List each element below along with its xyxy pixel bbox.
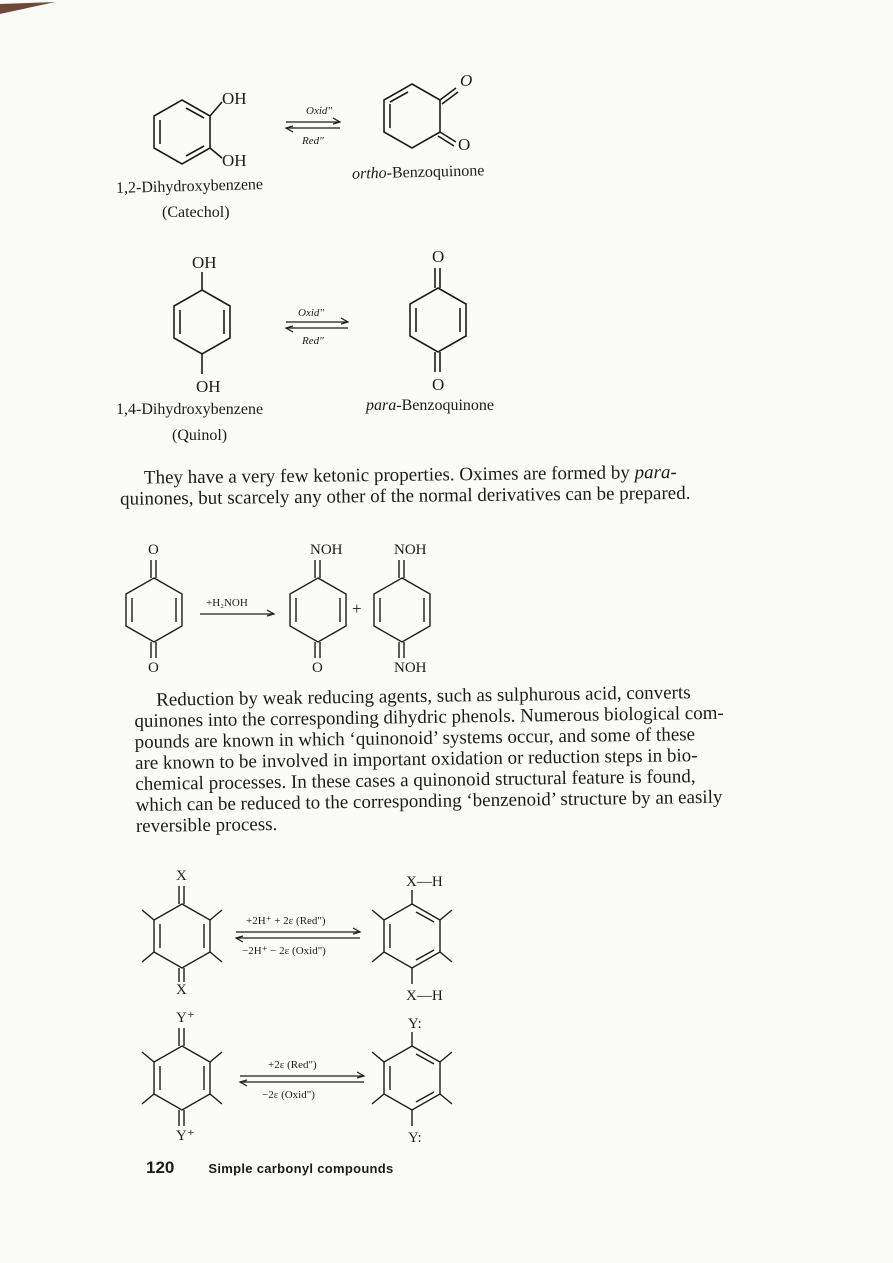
catechol-top-substituent: OH bbox=[222, 89, 247, 108]
oxidation-label: Oxid" bbox=[298, 307, 325, 319]
reduction-label: Red" bbox=[302, 135, 324, 147]
reduction-label: Red" bbox=[302, 335, 324, 347]
oxidation-conditions: −2ε (Oxid") bbox=[262, 1089, 315, 1101]
quinol-systematic-name: 1,4-Dihydroxybenzene bbox=[116, 401, 264, 418]
quinol-equilibrium-arrows bbox=[286, 307, 348, 347]
para-prefix: para bbox=[366, 397, 397, 414]
left-top-y: Y⁺ bbox=[176, 1010, 195, 1026]
italic-run: para- bbox=[634, 461, 677, 484]
ortho-benzoquinone-name bbox=[352, 162, 485, 183]
ortho-benzoquinone-ring bbox=[384, 84, 458, 148]
plus-sign: + bbox=[352, 599, 362, 618]
quinol-ring bbox=[174, 272, 230, 374]
arrow-head bbox=[236, 936, 243, 942]
quinol-trivial-name: (Quinol) bbox=[172, 427, 228, 444]
dioxime-ring bbox=[374, 560, 430, 658]
reduction-conditions: +2ε (Red") bbox=[268, 1059, 317, 1071]
monoxime-top-group: NOH bbox=[310, 542, 343, 558]
text-line: Reduction by weak reducing agents, such as sulphurous acid, converts bbox=[155, 682, 691, 711]
arrow-head bbox=[240, 1080, 247, 1086]
benzoquinone-suffix: -Benzoquinone bbox=[386, 162, 485, 182]
catechol-bottom-substituent: OH bbox=[222, 151, 247, 170]
right-top-y: Y: bbox=[408, 1016, 422, 1032]
quinonoid-ring bbox=[142, 886, 222, 982]
paragraph-reduction bbox=[134, 680, 856, 837]
quinone-top-oxygen: O bbox=[148, 542, 159, 558]
paragraph-ketonic-properties bbox=[120, 460, 840, 510]
dioxime-top-group: NOH bbox=[394, 542, 427, 558]
text-run: quinones, but scarcely any other of the normal derivatives can be prepared. bbox=[120, 482, 691, 510]
quinol-bottom-hydroxyl: OH bbox=[196, 377, 221, 396]
quinol-top-hydroxyl: OH bbox=[192, 253, 217, 272]
ortho-quinone-bottom-oxygen: O bbox=[458, 135, 471, 154]
dioxime-bottom-group: NOH bbox=[394, 660, 427, 676]
x-redox-diagram bbox=[136, 862, 476, 1002]
para-benzoquinone-ring bbox=[410, 268, 466, 372]
left-bottom-y: Y⁺ bbox=[176, 1128, 195, 1144]
benzenoid-ring bbox=[372, 1032, 452, 1126]
oxime-formation-diagram bbox=[120, 536, 460, 676]
monoxime-ring bbox=[290, 560, 346, 658]
page-edge-mark bbox=[0, 0, 60, 22]
para-quinone-top-oxygen: O bbox=[432, 247, 445, 266]
text-line: quinones into the corresponding dihydric phenols. Numerous biological com- bbox=[134, 702, 724, 732]
running-head: Simple carbonyl compounds bbox=[208, 1161, 394, 1176]
text-line: which can be reduced to the corresponding ‘benzenoid’ structure by an easily bbox=[135, 786, 723, 816]
left-bottom-x: X bbox=[176, 982, 187, 998]
para-quinone-bottom-oxygen: O bbox=[432, 375, 445, 394]
text-run: They have a very few ketonic properties. Oximes are formed by bbox=[143, 462, 635, 489]
oxidation-label: Oxid" bbox=[306, 105, 333, 117]
text-line: chemical processes. In these cases a quinonoid structural feature is found, bbox=[135, 766, 696, 795]
reduction-conditions: +2H⁺ + 2ε (Red") bbox=[246, 915, 326, 927]
catechol-equilibrium-arrows bbox=[286, 105, 340, 147]
left-top-x: X bbox=[176, 868, 187, 884]
text-line: are known to be involved in important oxidation or reduction steps in bio- bbox=[134, 745, 698, 774]
benzenoid-ring bbox=[372, 890, 452, 984]
benzoquinone-suffix: -Benzoquinone bbox=[396, 397, 494, 414]
arrow-head bbox=[353, 928, 360, 934]
hydroxylamine-reagent: +H₂NOH bbox=[206, 597, 248, 609]
catechol-systematic-name: 1,2-Dihydroxybenzene bbox=[115, 176, 264, 197]
y-redox-diagram bbox=[136, 1004, 476, 1152]
monoxime-bottom-oxygen: O bbox=[312, 660, 323, 676]
page-number: 120 bbox=[146, 1158, 175, 1177]
oxidation-conditions: −2H⁺ − 2ε (Oxid") bbox=[242, 945, 326, 957]
quinonoid-ring bbox=[142, 1028, 222, 1126]
quinol-reaction-diagram bbox=[140, 240, 520, 400]
text-line: pounds are known in which ‘quinonoid’ systems occur, and some of these bbox=[134, 724, 696, 753]
para-benzoquinone-name bbox=[366, 397, 494, 415]
right-bottom-y: Y: bbox=[408, 1130, 422, 1146]
page-footer bbox=[146, 1158, 394, 1178]
catechol-ring bbox=[154, 100, 222, 164]
right-top-xh: X—H bbox=[406, 874, 443, 890]
ortho-quinone-top-oxygen: O bbox=[460, 71, 473, 90]
text-line: reversible process. bbox=[135, 814, 278, 837]
arrow-head bbox=[267, 610, 274, 616]
arrow-head bbox=[357, 1072, 364, 1078]
ortho-prefix: ortho bbox=[351, 164, 387, 183]
right-bottom-xh: X—H bbox=[406, 988, 443, 1004]
quinone-ring bbox=[126, 560, 182, 658]
quinone-bottom-oxygen: O bbox=[148, 660, 159, 676]
catechol-trivial-name: (Catechol) bbox=[162, 204, 230, 221]
